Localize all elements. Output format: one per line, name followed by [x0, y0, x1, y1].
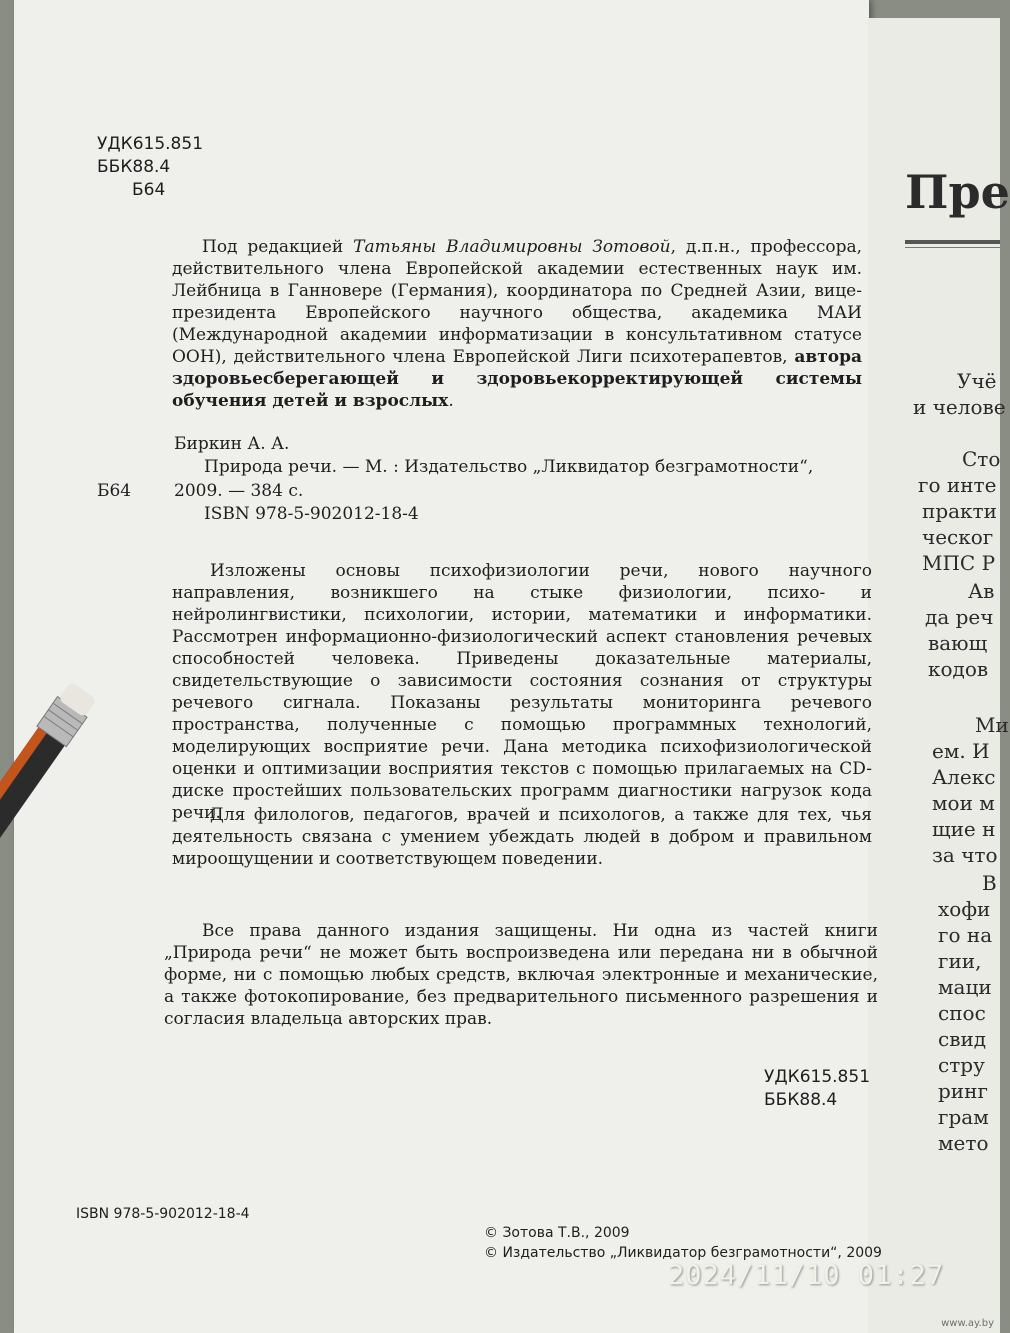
- right-page-line: мето: [938, 1131, 989, 1155]
- right-page-line: го инте: [918, 473, 997, 497]
- right-page-line: за что: [932, 843, 998, 867]
- copyright-author: © Зотова Т.В., 2009: [484, 1225, 630, 1241]
- right-page-line: спос: [938, 1001, 986, 1025]
- right-page-line: гии,: [938, 949, 982, 973]
- right-page-title: Пре: [905, 165, 1010, 219]
- catalog-code: Б64: [97, 481, 132, 501]
- right-page-line: щие н: [932, 817, 996, 841]
- right-page-line: свид: [938, 1027, 987, 1051]
- pencil-icon: [0, 670, 100, 850]
- photo-timestamp: 2024/11/10 01:27: [668, 1260, 945, 1291]
- udk-code: УДК615.851: [97, 134, 204, 154]
- watermark: www.ay.by: [941, 1318, 994, 1329]
- right-page-line: ческог: [922, 525, 994, 549]
- author-mark: Б64: [132, 180, 166, 200]
- bbk-code: ББК88.4: [97, 157, 171, 177]
- right-page-line: кодов: [928, 657, 989, 681]
- bottom-isbn: ISBN 978-5-902012-18-4: [76, 1206, 250, 1222]
- audience-paragraph: Для филологов, педагогов, врачей и психологов, а также для тех, чья деятельность связана с умением убеждать людей в добром и правильном мироощущении и соответствующем поведении.: [172, 805, 872, 869]
- right-page-line: вающ: [928, 631, 988, 655]
- right-page-line: и челове: [913, 395, 1006, 419]
- title-rule: [905, 240, 1000, 244]
- right-page-line: грам: [938, 1105, 989, 1129]
- copyright-publisher: © Издательство „Ликвидатор безграмотности“, 2009: [484, 1245, 882, 1261]
- right-page-line: хофи: [938, 897, 991, 921]
- right-page-line: Сто: [962, 447, 1001, 471]
- right-page-line: практи: [922, 499, 997, 523]
- catalog-author: Биркин А. А.: [174, 434, 290, 454]
- right-page-line: МПС Р: [922, 551, 996, 575]
- catalog-isbn: ISBN 978-5-902012-18-4: [204, 504, 419, 524]
- right-page-line: ем. И: [932, 739, 990, 763]
- editor-paragraph: Под редакцией Татьяны Владимировны Зотовой, д.п.н., профессора, действительного члена Европейской академии естественных наук им. Лейбница в Ганновере (Германия), координатора по Средней Азии, вице-президента Европейского научного общества, академика МАИ (Международной академии информатизации в консультативном статусе ООН), действительного члена Европейской Лиги психотерапевтов, автора здоровьесберегающей и здоровьекорректирующей системы обучения детей и взрослых.: [172, 237, 862, 411]
- title-rule-thin: [905, 247, 1000, 248]
- catalog-year-line: 2009. — 384 с.: [174, 481, 304, 501]
- editor-name: Татьяны Владимировны Зотовой: [353, 237, 671, 257]
- right-page-line: Ми: [975, 713, 1009, 737]
- editor-credit-bold: автора здоровьесберегающей и здоровьекорректирующей системы обучения детей и взрослых: [172, 347, 862, 411]
- right-page-line: Учё: [957, 369, 997, 393]
- right-page-line: ринг: [938, 1079, 988, 1103]
- right-page-line: В: [982, 871, 997, 895]
- right-page-line: мои м: [932, 791, 995, 815]
- footer-udk: УДК615.851: [764, 1067, 871, 1087]
- catalog-title-line: Природа речи. — М. : Издательство „Ликвидатор безграмотности“,: [204, 457, 814, 477]
- abstract-paragraph: Изложены основы психофизиологии речи, нового научного направления, возникшего на стыке физиологии, психо- и нейролингвистики, психологии, истории, математики и информатики. Рассмотрен информационно-физиологический аспект становления речевых способностей человека. Приведены доказательные материалы, свидетельствующие о зависимости состояния сознания от структуры речевого сигнала. Показаны результаты мониторинга речевого пространства, полученные с помощью программных технологий, моделирующих восприятие речи. Дана методика психофизиологической оценки и оптимизации восприятия текстов с помощью прилагаемых на CD-диске простейших пользовательских программ диагностики нагрузок кода речи.: [172, 561, 872, 823]
- rights-paragraph: Все права данного издания защищены. Ни одна из частей книги „Природа речи“ не может быть воспроизведена или передана ни в обычной форме, ни с помощью любых средств, включая электронные и механические, а также фотокопирование, без предварительного письменного разрешения и согласия владельца авторских прав.: [164, 921, 878, 1029]
- right-page-line: да реч: [925, 605, 994, 629]
- right-page-line: Ав: [968, 579, 995, 603]
- right-page-line: стру: [938, 1053, 985, 1077]
- right-page-line: го на: [938, 923, 993, 947]
- footer-bbk: ББК88.4: [764, 1090, 838, 1110]
- right-page-line: Алекс: [932, 765, 996, 789]
- right-page-line: маци: [938, 975, 992, 999]
